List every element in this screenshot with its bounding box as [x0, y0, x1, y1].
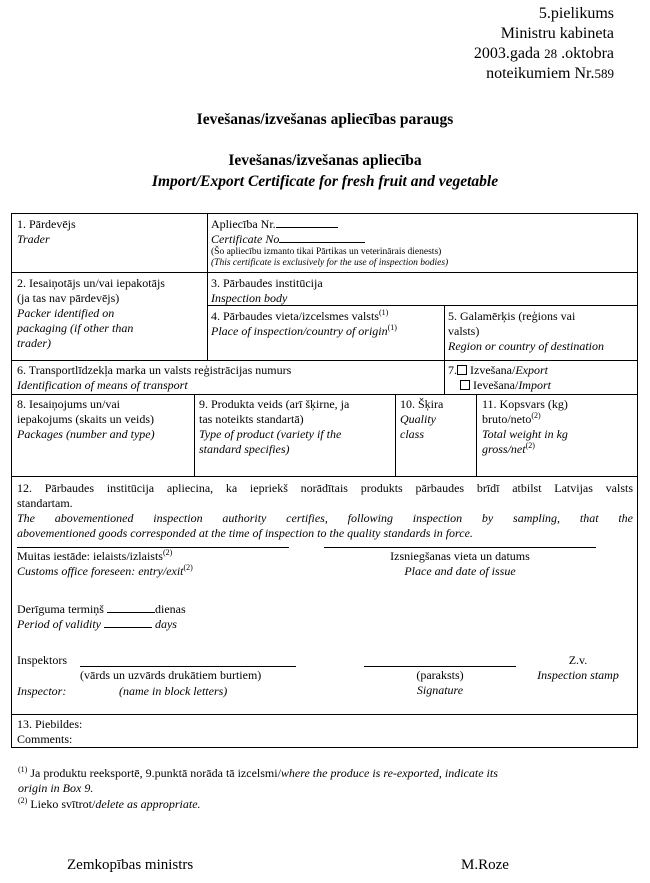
quality-class-label-en: Quality [400, 412, 436, 426]
place-of-inspection-label-en: Place of inspection/country of origin$^{(1)}$ [211, 323, 397, 338]
customs-label-en: Customs office foreseen: entry/exit$^{(2)}$ [17, 563, 193, 578]
footnote-1: $^{(1)}$ Ja produktu reeksportē, 9.punktā norāda tā izcelsmi/where the produce is re-exported, indicate its origin in Box 9. [18, 765, 498, 795]
issue-label: Izsniegšanas vieta un datums [390, 549, 530, 563]
stamp-block [524, 653, 632, 683]
box-transport [17, 363, 291, 393]
total-weight-label-en: Total weight in kg [482, 427, 568, 441]
signature-block [364, 668, 516, 698]
destination-label: 5. Galamērķis (reģions vai [448, 309, 576, 323]
signature-label: (paraksts) [416, 668, 464, 682]
total-weight-label: 11. Kopsvars (kg) [482, 397, 568, 411]
box-packer [17, 276, 205, 351]
regulation-number: noteikumiem Nr.589 [486, 65, 614, 82]
comments-label: 13. Piebildes: [17, 717, 83, 731]
certificate-note-en: (This certificate is exclusively for the use of inspection bodies) [211, 258, 449, 268]
packages-label-en: Packages (number and type) [17, 427, 155, 441]
minister-title: Zemkopības ministrs [67, 857, 194, 873]
annex-header [474, 4, 614, 84]
import-checkbox[interactable] [460, 380, 470, 390]
packages-label: 8. Iesaiņojums un/vai [17, 397, 120, 411]
export-checkbox[interactable] [457, 365, 467, 375]
validity-label-en: Period of validity days [17, 617, 177, 631]
box-certification-statement [17, 481, 633, 541]
packages-label-2: iepakojums (skaits un veids) [17, 412, 154, 426]
col-divider [207, 214, 208, 360]
trader-label: 1. Pārdevējs [17, 217, 76, 231]
validity-label: Derīguma termiņš dienas [17, 602, 186, 616]
stamp-label-en: Inspection stamp [537, 668, 619, 682]
customs-office [17, 549, 193, 579]
col-divider [476, 394, 477, 476]
col-divider [444, 305, 445, 360]
place-of-inspection-label: 4. Pārbaudes vieta/izcelsmes valsts$^{(1)}$ [211, 308, 389, 323]
row-divider [12, 714, 637, 715]
total-weight-label-en-2: gross/net$^{(2)}$ [482, 441, 535, 456]
inspection-body-label-en: Inspection body [211, 291, 288, 305]
box-direction [448, 363, 551, 393]
box-comments[interactable] [17, 717, 82, 747]
regulation-date: 2003.gada 28 .oktobra [473, 45, 614, 62]
row-divider [12, 360, 637, 361]
issue-label-en: Place and date of issue [404, 564, 516, 578]
annex-number: 5.pielikums [538, 5, 614, 22]
row-divider [12, 394, 637, 395]
sample-title: Ievešanas/izvešanas apliecības paraugs [196, 111, 454, 128]
row-divider [12, 272, 637, 273]
box-quality-class [400, 397, 443, 442]
certificate-title-lv: Ievešanas/izvešanas apliecība [228, 152, 422, 169]
statement-en: The abovementioned inspection authority certifies, following inspection by sampling, that the [17, 511, 633, 525]
destination-label-en: Region or country of destination [448, 339, 604, 353]
product-type-label-en: Type of product (variety if the [199, 427, 342, 441]
box-place-of-inspection [211, 309, 443, 339]
transport-label-en: Identification of means of transport [17, 378, 188, 392]
certificate-no-label-en: Certificate No [211, 232, 631, 247]
inspector-name-hint-en: (name in block letters) [119, 684, 228, 698]
inspector-label: Inspektors [17, 653, 67, 667]
certificate-title-en: Import/Export Certificate for fresh fruit and vegetable [151, 173, 499, 190]
product-type-label-en-2: standard specifies) [199, 442, 290, 456]
statement-lv-2: standartam. [17, 496, 73, 510]
col-divider [444, 360, 445, 394]
certificate-note-lv: (Šo apliecību izmanto tikai Pārtikas un veterinārais dienests) [211, 247, 442, 257]
cabinet-label: Ministru kabineta [500, 25, 614, 42]
statement-lv: 12. Pārbaudes institūcija apliecina, ka iepriekš norādītais produkts pārbaudes brīdī atbilst Latvijas valsts [17, 481, 633, 495]
import-option[interactable]: Ievešana/Import [448, 378, 551, 393]
export-option[interactable]: 7. Izvešana/Export [448, 363, 548, 377]
inspector-name-hint: (vārds un uzvārds drukātiem burtiem) [80, 668, 262, 682]
customs-line[interactable] [17, 547, 289, 548]
certificate-form [11, 213, 638, 748]
packer-label-en: Packer identified on [17, 306, 115, 320]
col-divider [194, 394, 195, 476]
certificate-no-label: Apliecība Nr. [211, 217, 631, 232]
packer-label: 2. Iesaiņotājs un/vai iepakotājs [17, 276, 165, 290]
issue-line[interactable] [324, 547, 596, 548]
transport-label: 6. Transportlīdzekļa marka un valsts reģistrācijas numurs [17, 363, 292, 377]
destination-label-2: valsts) [448, 324, 480, 338]
quality-class-label-en-2: class [400, 427, 424, 441]
inspector-label-en: Inspector: [17, 684, 67, 698]
col-divider [395, 394, 396, 476]
box-total-weight [482, 397, 634, 457]
customs-label: Muitas iestāde: ielaists/izlaists$^{(2)}$ [17, 548, 173, 563]
validity-period [17, 602, 186, 632]
inspection-body-label: 3. Pārbaudes institūcija [211, 276, 323, 290]
signature-line[interactable] [364, 666, 516, 667]
footnote-2: $^{(2)}$ Lieko svītrot/delete as appropriate. [18, 796, 201, 811]
box-packages [17, 397, 193, 442]
total-weight-label-2: bruto/neto$^{(2)}$ [482, 411, 541, 426]
statement-en-2: abovementioned goods corresponded at the time of inspection to the quality standards in force. [17, 526, 473, 540]
signature-label-en: Signature [416, 683, 464, 697]
product-type-label: 9. Produkta veids (arī šķirne, ja [199, 397, 350, 411]
packer-label-en-3: trader) [17, 336, 51, 350]
inspector-name-line[interactable] [80, 666, 296, 667]
issue-place-date [324, 549, 596, 579]
product-type-label-2: tas noteikts standartā) [199, 412, 304, 426]
certificate-no-field[interactable] [276, 227, 338, 228]
box-product-type [199, 397, 391, 457]
box-certificate-no [211, 217, 631, 269]
quality-class-label: 10. Šķira [400, 397, 444, 411]
validity-field[interactable] [107, 612, 155, 613]
trader-label-en: Trader [17, 232, 50, 246]
box-inspection-body [211, 276, 323, 306]
stamp-label: Z.v. [568, 653, 588, 667]
comments-label-en: Comments: [17, 732, 73, 746]
row-divider [12, 476, 637, 477]
packer-label-cond: (ja tas nav pārdevējs) [17, 291, 120, 305]
minister-name: M.Roze [461, 857, 509, 873]
packer-label-en-2: packaging (if other than [17, 321, 134, 335]
box-trader [17, 217, 76, 247]
box-destination [448, 309, 636, 354]
